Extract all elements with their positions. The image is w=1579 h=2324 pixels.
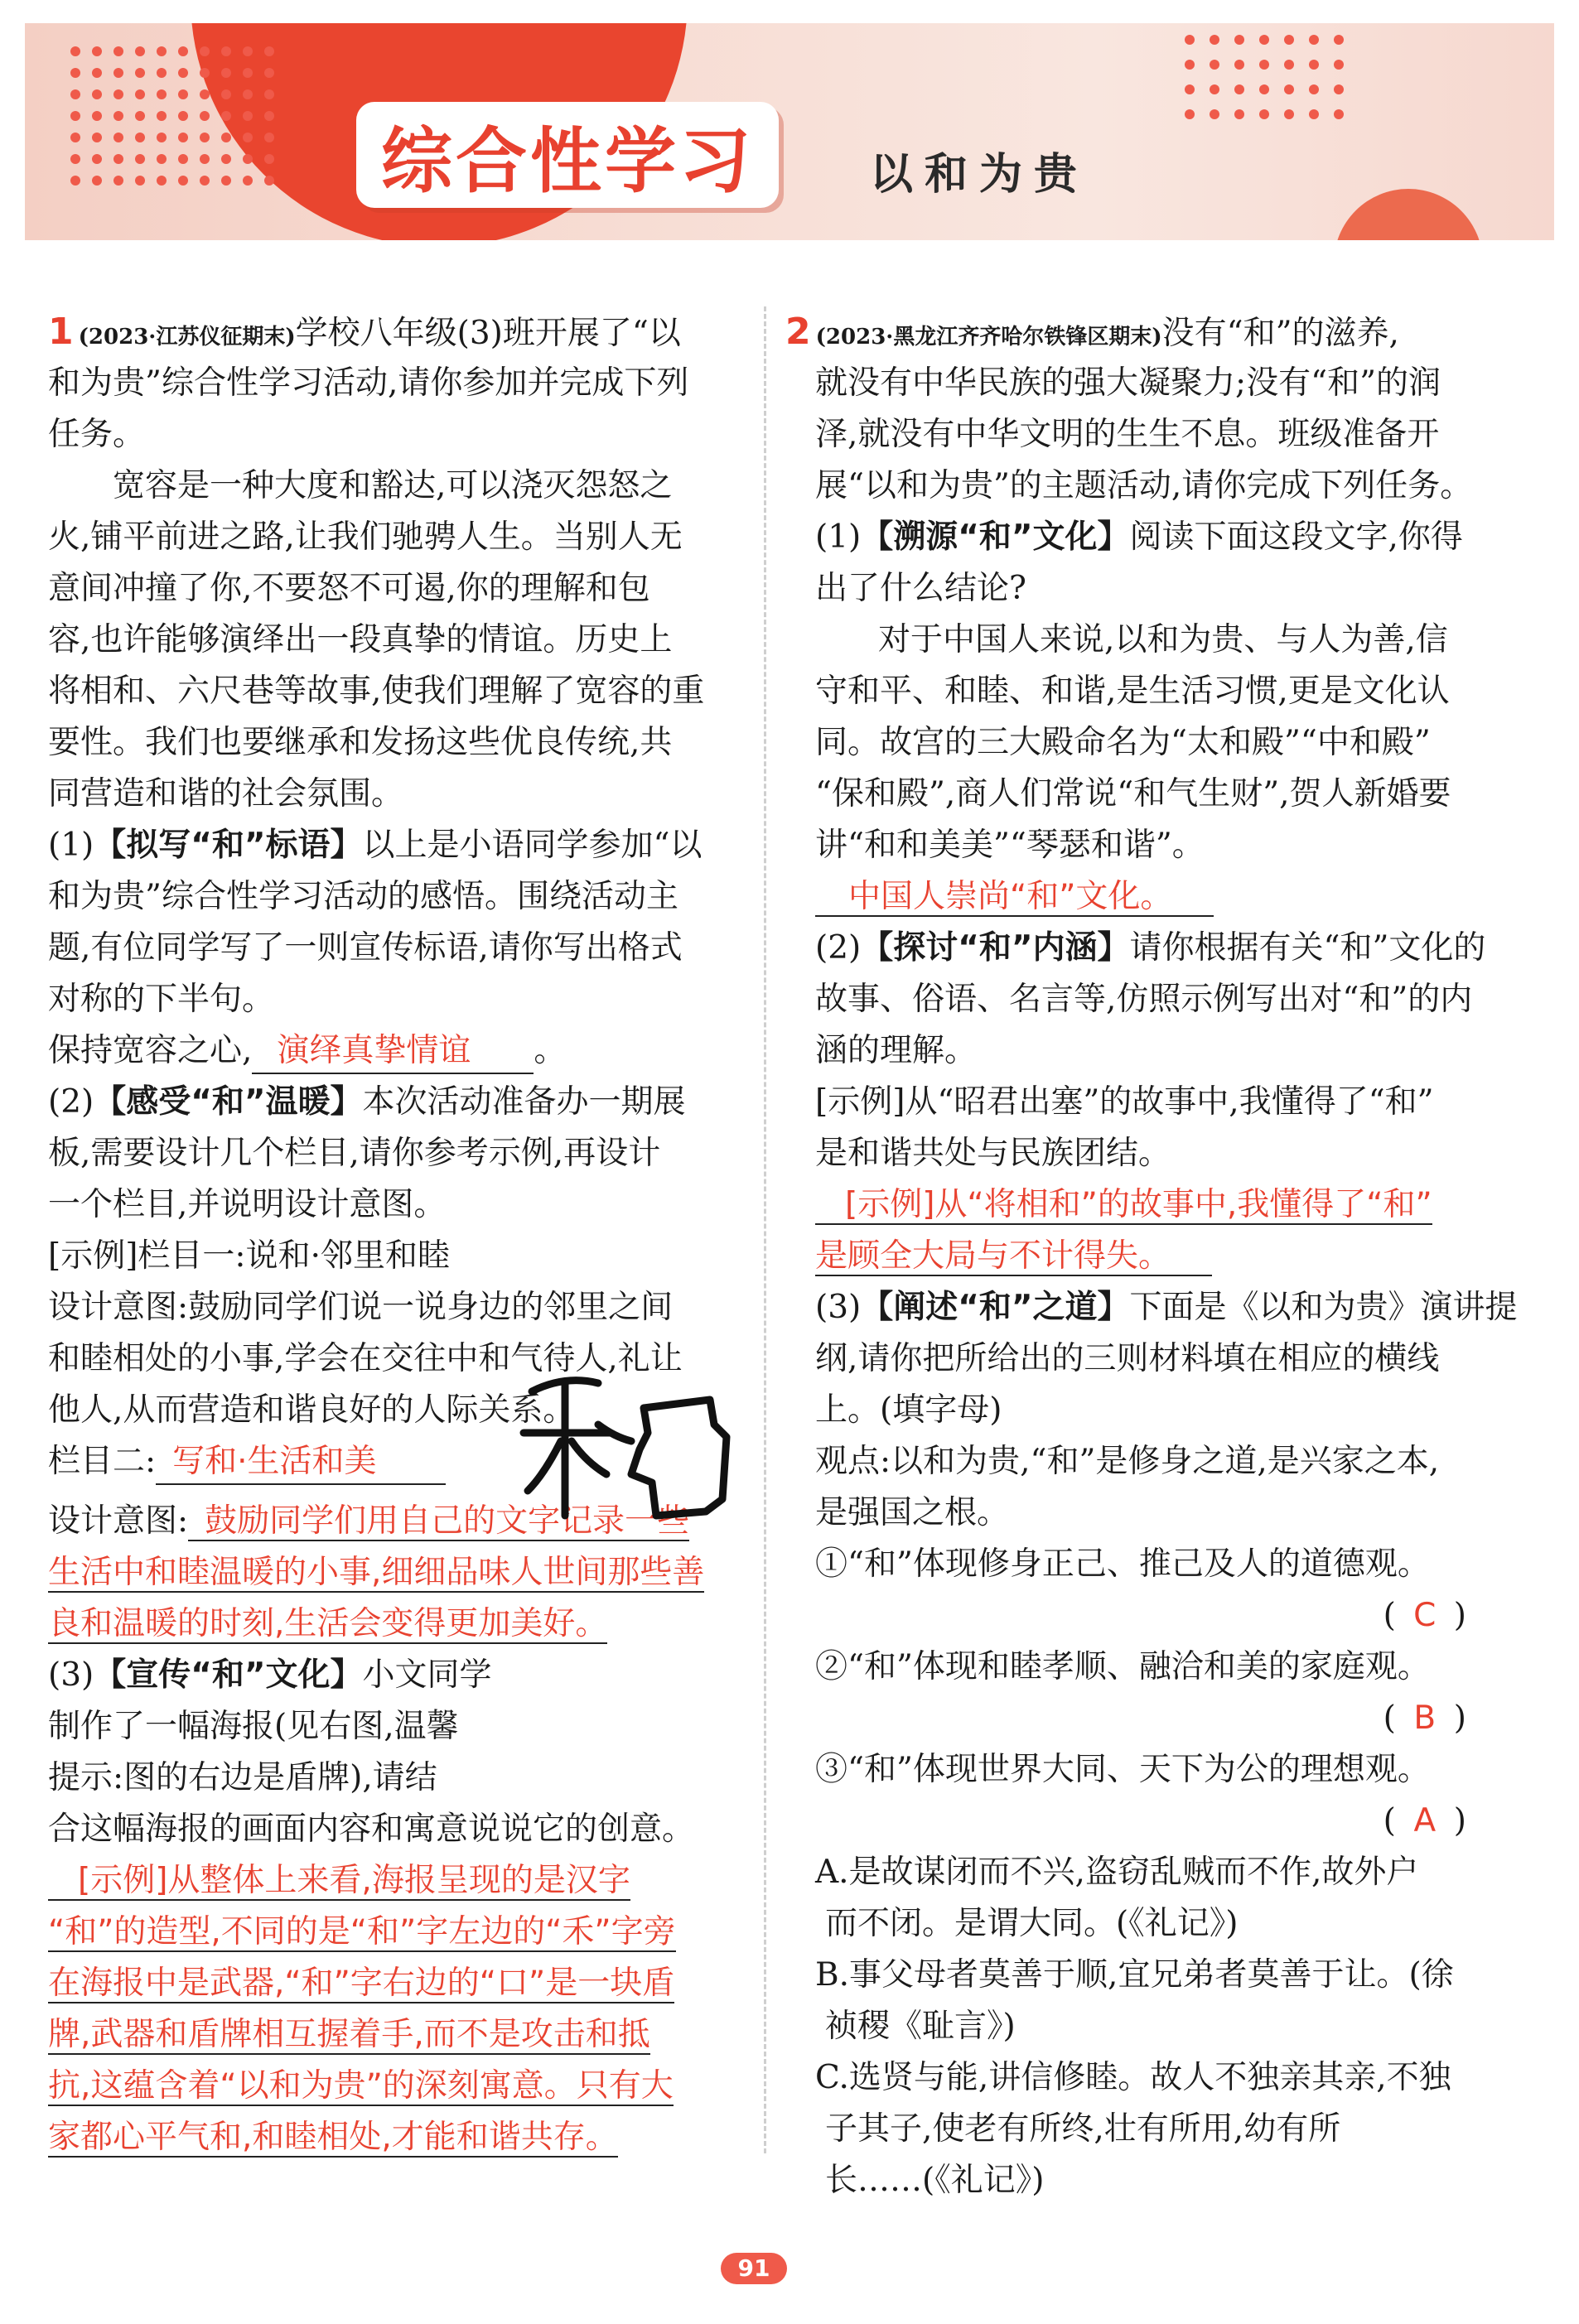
meaning-answer: 是顾全大局与不计得失。 [815,1237,1212,1276]
example-line: [示例]栏目一:说和·邻里和睦 [48,1237,450,1275]
viewpoint-line: 观点:以和为贵,“和”是修身之道,是兴家之本, [815,1443,1440,1480]
banner-dot [113,68,123,78]
option-c-cont: 长……(《礼记》) [825,2162,1045,2199]
banner-dot [243,154,253,164]
option-c: C.选贤与能,讲信修睦。故人不独亲其亲,不独 [815,2059,1451,2096]
q2-part3-line [785,1282,1518,1333]
banner-dot [157,133,167,142]
slogan-line [48,1025,744,1077]
part-number: (1) [48,827,94,864]
passage-line: 对于中国人来说,以和为贵、与人为善,信 [878,621,1448,658]
part-number: (3) [815,1289,862,1326]
conclusion-answer: 中国人崇尚“和”文化。 [815,878,1214,917]
outline-item: ①“和”体现修身正己、推己及人的道德观。 [815,1545,1430,1583]
creative-answer: 在海报中是武器,“和”字右边的“口”是一块盾 [48,1965,675,2002]
passage-line: 要性。我们也要继承和发扬这些优良传统,共 [48,724,673,761]
section-title: 综合性学习 [381,120,754,203]
banner-dot [200,154,210,164]
question-1 [48,306,744,2163]
banner-dot [200,89,210,99]
banner-dot [92,176,102,186]
banner-dot [92,89,102,99]
option-a: A.是故谋闭而不兴,盗窃乱贼而不作,故外户 [815,1854,1419,1891]
banner-dot [1210,109,1219,119]
banner-dot [135,111,145,121]
part-text: 阅读下面这段文字,你得 [1129,518,1463,556]
banner-dot [113,46,123,56]
answer-blank: ( C ) [785,1590,1486,1642]
banner-dot [70,89,80,99]
part-text: 对称的下半句。 [48,981,275,1018]
part-text: 本次活动准备办一期展 [362,1083,686,1121]
q2-intro-line: 没有“和”的滋养, [1161,315,1399,352]
banner-dot [157,68,167,78]
part-text: 小文同学 [362,1656,492,1694]
banner-dot [1259,35,1269,45]
part-number: (3) [48,1656,94,1694]
banner-dot [1259,84,1269,94]
banner-dot [1185,35,1195,45]
banner-dot [1284,35,1294,45]
header-banner [25,23,1554,240]
banner-dot [135,68,145,78]
part-text: 和为贵”综合性学习活动的感悟。围绕活动主 [48,878,678,915]
banner-dot [243,176,253,186]
q1-intro-line: 任务。 [48,416,146,453]
banner-dot [200,111,210,121]
banner-dot [200,133,210,142]
question-number: 1 [48,311,74,353]
answer-blank: ( B ) [785,1693,1486,1744]
banner-dot [264,46,274,56]
answer-letter: A [1413,1802,1437,1839]
passage-line: 宽容是一种大度和豁达,可以浇灭怨怒之 [113,467,673,504]
part-tag: 【阐述“和”之道】 [861,1289,1130,1326]
banner-dot [1234,35,1244,45]
banner-dot [135,46,145,56]
banner-dot [1185,60,1195,70]
banner-dot [1284,60,1294,70]
section-title-box [356,102,779,208]
part-number: (2) [48,1083,94,1121]
q2-intro-line: 泽,就没有中华文明的生生不息。班级准备开 [815,416,1440,453]
creative-answer: [示例]从整体上来看,海报呈现的是汉字 [48,1862,630,1901]
part-tag: 【宣传“和”文化】 [94,1656,363,1694]
part-text: 下面是《以和为贵》演讲提 [1129,1289,1518,1326]
passage-line: 同营造和谐的社会氛围。 [48,775,404,812]
part-tag: 【拟写“和”标语】 [94,827,363,864]
creative-answer: “和”的造型,不同的是“和”字左边的“禾”字旁 [48,1913,676,1950]
banner-dot [178,133,188,142]
q2-header-line [785,306,1486,358]
part-tag: 【溯源“和”文化】 [861,518,1130,556]
example-line: 是和谐共处与民族团结。 [815,1135,1171,1172]
creative-answer: 家都心平气和,和睦相处,才能和谐共存。 [48,2119,618,2156]
banner-dot [178,111,188,121]
part-tag: 【感受“和”温暖】 [94,1083,363,1121]
option-c-cont: 子其子,使老有所终,壮有所用,幼有所 [825,2110,1341,2148]
column-label: 栏目二: [48,1443,157,1480]
banner-dot [264,89,274,99]
passage-line: 容,也许能够演绎出一段真挚的情谊。历史上 [48,621,673,658]
passage-line: 火,铺平前进之路,让我们驰骋人生。当别人无 [48,518,683,556]
part-text: 提示:图的右边是盾牌),请结 [48,1759,437,1796]
banner-dot [1334,109,1344,119]
part-text: 涵的理解。 [815,1032,978,1069]
passage-line: 同。故宫的三大殿命名为“太和殿”“中和殿” [815,724,1431,761]
banner-dot [1309,109,1319,119]
slogan-end: 。 [534,1032,567,1069]
viewpoint-line: 是强国之根。 [815,1494,1010,1531]
banner-dot [92,154,102,164]
part-text: 故事、俗语、名言等,仿照示例写出对“和”的内 [815,981,1473,1018]
banner-dot [221,111,231,121]
section-subtitle: 以和为贵 [870,150,1089,200]
banner-dot [221,46,231,56]
answer-letter: B [1413,1700,1437,1737]
banner-dot [221,154,231,164]
banner-dot [70,176,80,186]
part-text: 纲,请你把所给出的三则材料填在相应的横线 [815,1340,1440,1377]
part-number: (2) [815,929,862,967]
question-2 [785,306,1518,2206]
banner-dot [1259,109,1269,119]
column-answer: 写和·生活和美 [172,1443,377,1480]
outline-item: ②“和”体现和睦孝顺、融洽和美的家庭观。 [815,1648,1430,1685]
option-b: B.事父母者莫善于顺,宜兄弟者莫善于让。(徐 [815,1956,1454,1994]
part-text: 题,有位同学写了一则宣传标语,请你写出格式 [48,929,683,967]
q2-part2-line [785,923,1486,974]
banner-dot [70,133,80,142]
banner-dot [157,154,167,164]
answer-blank: ( A ) [785,1796,1486,1847]
banner-dot [1334,84,1344,94]
banner-dot [92,68,102,78]
outline-item: ③“和”体现世界大同、天下为公的理想观。 [815,1751,1430,1788]
banner-dot [1309,60,1319,70]
banner-dot [178,46,188,56]
banner-dot [221,68,231,78]
column-divider [764,306,766,2153]
q2-intro-line: 就没有中华民族的强大凝聚力;没有“和”的润 [815,364,1441,402]
banner-dot [157,46,167,56]
intent-answer: 生活中和睦温暖的小事,细细品味人世间那些善 [48,1554,705,1591]
banner-dot [113,89,123,99]
banner-dot [243,89,253,99]
q1-part2-line [48,1077,744,1128]
banner-dot [1210,60,1219,70]
banner-dot [70,111,80,121]
part-text: 制作了一幅海报(见右图,温馨 [48,1708,459,1745]
banner-dot [113,176,123,186]
banner-dot [157,111,167,121]
banner-dot [243,111,253,121]
passage-line: 讲“和和美美”“琴瑟和谐”。 [815,827,1205,864]
banner-dot [113,111,123,121]
banner-dot [135,176,145,186]
banner-dot [221,89,231,99]
banner-dot [1334,60,1344,70]
banner-dot [113,154,123,164]
banner-dot [157,89,167,99]
banner-dot [264,154,274,164]
example-line: 设计意图:鼓励同学们说一说身边的邻里之间 [48,1289,674,1326]
part-text: 上。(填字母) [815,1391,1002,1429]
banner-dot [178,176,188,186]
banner-dot [1284,109,1294,119]
banner-dot [200,46,210,56]
page-number: 91 [721,2253,787,2284]
banner-dot [135,89,145,99]
banner-dot [1259,60,1269,70]
q1-header-line [48,306,744,358]
part-text: 板,需要设计几个栏目,请你参考示例,再设计 [48,1135,661,1172]
q2-intro-line: 展“以和为贵”的主题活动,请你完成下列任务。 [815,467,1473,504]
slogan-answer: 演绎真挚情谊 [277,1032,471,1069]
intent-answer: 鼓励同学们用自己的文字记录一些 [188,1502,689,1541]
part-number: (1) [815,518,862,556]
q1-intro-line: 学校八年级(3)班开展了“以 [295,315,681,352]
passage-line: 意间冲撞了你,不要怒不可遏,你的理解和包 [48,570,650,607]
example-line: 他人,从而营造和谐良好的人际关系。 [48,1391,576,1429]
passage-line: “保和殿”,商人们常说“和气生财”,贺人新婚要 [815,775,1451,812]
banner-dot [1309,35,1319,45]
banner-dot [264,176,274,186]
banner-dot [70,46,80,56]
part-text: 请你根据有关“和”文化的 [1129,929,1486,967]
part-text: 一个栏目,并说明设计意图。 [48,1186,447,1223]
banner-dot [1210,35,1219,45]
banner-dot [221,133,231,142]
banner-dot [92,111,102,121]
banner-dot [92,46,102,56]
banner-dot [200,176,210,186]
banner-dot [178,68,188,78]
intent-label: 设计意图: [48,1502,189,1540]
banner-dot [243,133,253,142]
passage-line: 将相和、六尺巷等故事,使我们理解了宽容的重 [48,673,705,710]
banner-dot [70,68,80,78]
part-text: 出了什么结论? [815,570,1026,607]
banner-circle-small [1334,189,1483,240]
banner-dot [135,133,145,142]
banner-dot [243,68,253,78]
banner-dot [92,133,102,142]
intent-answer: 良和温暖的时刻,生活会变得更加美好。 [48,1605,608,1642]
banner-dot [1309,84,1319,94]
banner-dot [1234,109,1244,119]
option-a-cont: 而不闭。是谓大同。(《礼记》) [825,1905,1239,1942]
banner-dot [135,154,145,164]
part-text: 以上是小语同学参加“以 [362,827,703,864]
banner-dot [70,154,80,164]
question-source: (2023·江苏仪征期末) [78,325,296,350]
question-number: 2 [785,311,811,353]
question-source: (2023·黑龙江齐齐哈尔铁锋区期末) [815,325,1162,350]
meaning-answer: [示例]从“将相和”的故事中,我懂得了“和” [815,1186,1432,1225]
creative-answer: 抗,这蕴含着“以和为贵”的深刻寓意。只有大 [48,2067,674,2105]
banner-dot [1284,84,1294,94]
banner-dot [113,133,123,142]
banner-dot [221,176,231,186]
banner-dot [264,111,274,121]
example-line: [示例]从“昭君出塞”的故事中,我懂得了“和” [815,1083,1434,1121]
banner-dot [1234,84,1244,94]
banner-dot [243,46,253,56]
banner-dot [1334,35,1344,45]
banner-dot [1210,84,1219,94]
banner-dot [178,89,188,99]
he-character-poster-icon [507,1358,739,1524]
banner-dot [178,154,188,164]
q1-part3-line [48,1650,744,1701]
creative-answer: 牌,武器和盾牌相互握着手,而不是攻击和抵 [48,2016,650,2053]
banner-dot [1234,60,1244,70]
q1-intro-line: 和为贵”综合性学习活动,请你参加并完成下列 [48,364,689,402]
banner-dot [264,68,274,78]
option-b-cont: 祯稷《耻言》) [825,2008,1016,2045]
banner-dot [264,133,274,142]
banner-dot [200,68,210,78]
q2-part1-line [785,512,1486,563]
banner-dot [1185,109,1195,119]
answer-letter: C [1413,1597,1437,1634]
slogan-prompt: 保持宽容之心, [48,1032,253,1069]
part-tag: 【探讨“和”内涵】 [861,929,1130,967]
example-line: 和睦相处的小事,学会在交往中和气待人,礼让 [48,1340,683,1377]
banner-dot [1185,84,1195,94]
part-text: 合这幅海报的画面内容和寓意说说它的创意。 [48,1811,695,1848]
q1-part1-line [48,820,744,871]
passage-line: 守和平、和睦、和谐,是生活习惯,更是文化认 [815,673,1450,710]
banner-dot [157,176,167,186]
